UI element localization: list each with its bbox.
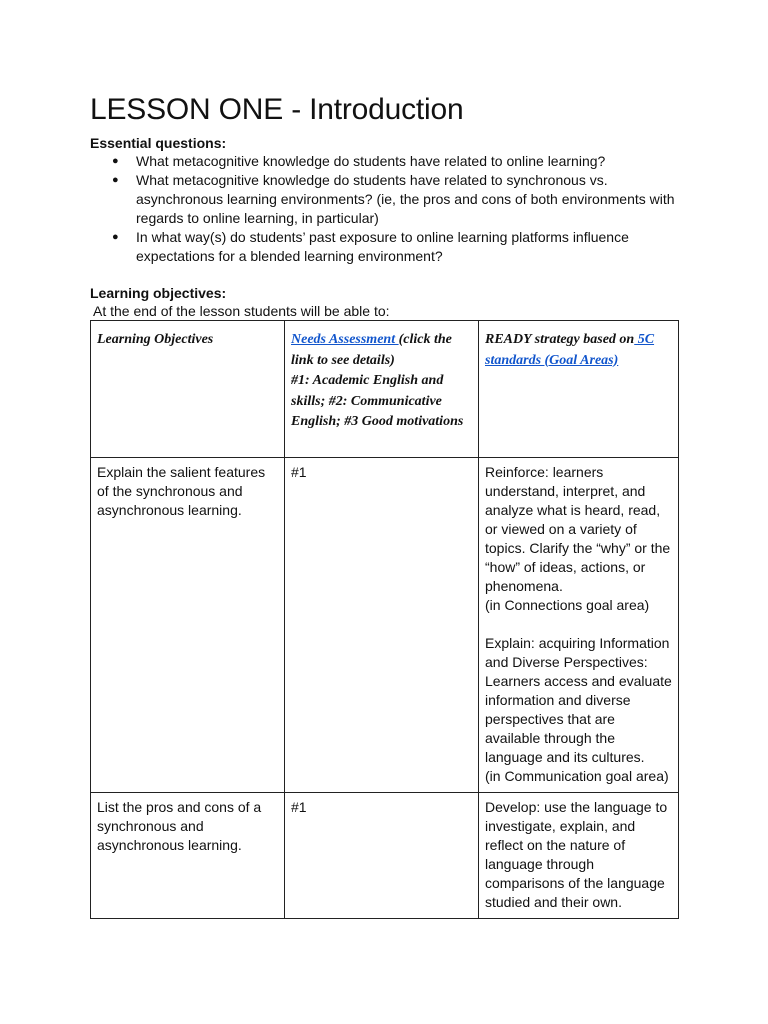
bullet-icon: ● bbox=[112, 231, 119, 243]
learning-objectives-label: Learning objectives: bbox=[90, 285, 227, 301]
page-title: LESSON ONE - Introduction bbox=[90, 93, 464, 126]
list-item: ● What metacognitive knowledge do students have related to synchronous vs. asynchronous learning environments? (ie, the pros and cons of both environments with regards to online learning, in particular) bbox=[112, 172, 675, 226]
needs-cell: #1 bbox=[285, 458, 479, 793]
needs-cell: #1 bbox=[285, 793, 479, 919]
objective-cell: List the pros and cons of a synchronous and asynchronous learning. bbox=[91, 793, 285, 919]
table-row bbox=[91, 793, 679, 919]
header-needs-assessment: Needs Assessment (click the link to see details) #1: Academic English and skills; #2: Communicative English; #3 Good motivations bbox=[285, 321, 479, 458]
table-header-row bbox=[91, 321, 679, 458]
bullet-icon: ● bbox=[112, 174, 119, 186]
objective-cell: Explain the salient features of the synchronous and asynchronous learning. bbox=[91, 458, 285, 793]
header-learning-objectives: Learning Objectives bbox=[91, 321, 285, 458]
list-item: ● In what way(s) do students’ past exposure to online learning platforms influence expectations for a blended learning environment? bbox=[112, 229, 629, 264]
5c-standards-link[interactable]: 5C standards (Goal Areas) bbox=[485, 332, 655, 368]
list-item: ● What metacognitive knowledge do students have related to online learning? bbox=[112, 153, 606, 169]
strategy-cell: Reinforce: learners understand, interpret, and analyze what is heard, read, or viewed on a variety of topics. Clarify the “why” or the “how” of ideas, actions, or phenomena. (in Connections goal area) Explain: acquiring Information and Diverse Perspectives: Learners access and evaluate information and diverse perspectives that are available through the language and its cultures. (in Communication goal area) bbox=[479, 458, 679, 793]
essential-questions-label: Essential questions: bbox=[90, 135, 227, 151]
needs-assessment-link[interactable]: Needs Assessment bbox=[291, 332, 399, 347]
header-ready-strategy: READY strategy based on 5C standards (Goal Areas) bbox=[479, 321, 679, 458]
table-row bbox=[91, 458, 679, 793]
learning-objectives-intro: At the end of the lesson students will be able to: bbox=[93, 303, 390, 319]
bullet-icon: ● bbox=[112, 155, 119, 167]
objectives-table bbox=[90, 320, 679, 919]
essential-questions-list bbox=[90, 152, 680, 266]
strategy-cell: Develop: use the language to investigate, explain, and reflect on the nature of language through comparisons of the language studied and their own. bbox=[479, 793, 679, 919]
